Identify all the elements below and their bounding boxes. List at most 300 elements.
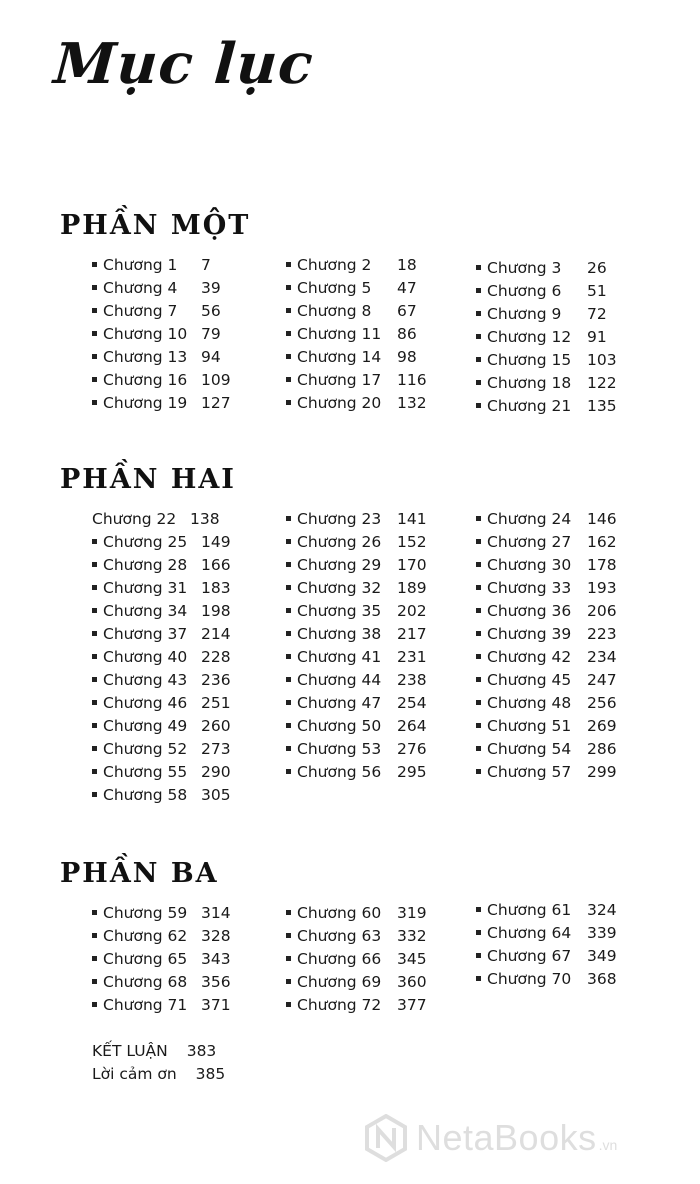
toc-entry-label: Chương 66 <box>297 950 382 968</box>
toc-entry-label: Chương 70 <box>487 970 572 988</box>
toc-entry-page: 56 <box>201 302 221 320</box>
toc-entry-page: 7 <box>201 256 211 274</box>
toc-entry-page: 251 <box>201 694 231 712</box>
toc-entry-page: 269 <box>587 717 617 735</box>
toc-entry-page: 141 <box>397 510 427 528</box>
bullet-icon <box>476 539 481 544</box>
bullet-icon <box>476 562 481 567</box>
toc-entry <box>476 646 617 669</box>
part-3-column-1 <box>92 902 231 1017</box>
toc-entry <box>476 303 617 326</box>
toc-entry <box>92 784 231 807</box>
toc-entry-page: 217 <box>397 625 427 643</box>
toc-entry-label: Chương 14 <box>297 348 382 366</box>
toc-entry-label: Chương 2 <box>297 256 372 274</box>
bullet-icon <box>476 357 481 362</box>
bullet-icon <box>476 380 481 385</box>
toc-entry-page: 295 <box>397 763 427 781</box>
bullet-icon <box>286 539 291 544</box>
toc-entry-page: 343 <box>201 950 231 968</box>
back-matter-label: Lời cảm ơn <box>92 1065 177 1083</box>
toc-entry <box>92 254 231 277</box>
toc-entry-label: Chương 35 <box>297 602 382 620</box>
toc-entry-label: Chương 72 <box>297 996 382 1014</box>
bullet-icon <box>92 400 97 405</box>
toc-entry-label: Chương 27 <box>487 533 572 551</box>
toc-entry <box>92 277 231 300</box>
toc-entry-page: 67 <box>397 302 417 320</box>
toc-entry-page: 189 <box>397 579 427 597</box>
toc-entry-label: Chương 21 <box>487 397 572 415</box>
toc-entry-label: Chương 55 <box>103 763 188 781</box>
toc-entry-page: 356 <box>201 973 231 991</box>
toc-entry-page: 135 <box>587 397 617 415</box>
toc-entry <box>92 902 231 925</box>
toc-entry <box>476 372 617 395</box>
toc-entry <box>92 577 231 600</box>
part-1-column-1 <box>92 254 231 415</box>
toc-entry <box>286 600 427 623</box>
toc-entry <box>92 508 231 531</box>
toc-entry-label: Chương 1 <box>103 256 178 274</box>
toc-entry-page: 368 <box>587 970 617 988</box>
toc-entry <box>92 646 231 669</box>
toc-entry-label: Chương 18 <box>487 374 572 392</box>
back-matter-page: 385 <box>195 1065 226 1083</box>
watermark-brand: NetaBooks <box>416 1117 597 1158</box>
toc-entry-label: Chương 52 <box>103 740 188 758</box>
bullet-icon <box>286 677 291 682</box>
toc-entry <box>92 623 231 646</box>
toc-entry-page: 183 <box>201 579 231 597</box>
toc-entry <box>286 971 427 994</box>
toc-entry <box>92 715 231 738</box>
bullet-icon <box>286 308 291 313</box>
toc-entry-page: 193 <box>587 579 617 597</box>
toc-entry-page: 260 <box>201 717 231 735</box>
toc-entry-label: Chương 39 <box>487 625 572 643</box>
toc-entry <box>92 554 231 577</box>
toc-entry <box>286 902 427 925</box>
toc-entry-label: Chương 8 <box>297 302 372 320</box>
bullet-icon <box>476 403 481 408</box>
toc-entry <box>286 277 427 300</box>
bullet-icon <box>286 910 291 915</box>
toc-entry <box>476 508 617 531</box>
bullet-icon <box>286 562 291 567</box>
toc-entry-label: Chương 51 <box>487 717 572 735</box>
bullet-icon <box>476 769 481 774</box>
toc-entry <box>476 715 617 738</box>
bullet-icon <box>286 331 291 336</box>
toc-entry-label: Chương 32 <box>297 579 382 597</box>
toc-entry-label: Chương 68 <box>103 973 188 991</box>
toc-entry-page: 51 <box>587 282 607 300</box>
toc-entry <box>92 692 231 715</box>
toc-entry-label: Chương 69 <box>297 973 382 991</box>
bullet-icon <box>286 979 291 984</box>
toc-entry-page: 276 <box>397 740 427 758</box>
bullet-icon <box>92 910 97 915</box>
bullet-icon <box>476 288 481 293</box>
watermark-suffix: .vn <box>598 1137 618 1153</box>
bullet-icon <box>92 956 97 961</box>
toc-entry <box>286 346 427 369</box>
bullet-icon <box>92 723 97 728</box>
toc-entry-page: 345 <box>397 950 427 968</box>
toc-entry-label: Chương 46 <box>103 694 188 712</box>
toc-entry <box>476 738 617 761</box>
toc-entry <box>286 623 427 646</box>
toc-entry-page: 273 <box>201 740 231 758</box>
toc-entry-page: 324 <box>587 901 617 919</box>
toc-entry-page: 122 <box>587 374 617 392</box>
back-matter <box>92 1040 225 1086</box>
bullet-icon <box>92 331 97 336</box>
bullet-icon <box>476 723 481 728</box>
toc-entry-page: 18 <box>397 256 417 274</box>
bullet-icon <box>92 354 97 359</box>
bullet-icon <box>476 334 481 339</box>
toc-entry <box>476 692 617 715</box>
toc-entry <box>92 669 231 692</box>
toc-entry <box>92 994 231 1017</box>
toc-entry-label: Chương 30 <box>487 556 572 574</box>
bullet-icon <box>286 933 291 938</box>
bullet-icon <box>476 516 481 521</box>
bullet-icon <box>476 311 481 316</box>
toc-entry-label: Chương 53 <box>297 740 382 758</box>
toc-entry-label: Chương 17 <box>297 371 382 389</box>
bullet-icon <box>476 746 481 751</box>
toc-entry <box>476 326 617 349</box>
bullet-icon <box>286 1002 291 1007</box>
toc-entry <box>286 531 427 554</box>
toc-entry-label: Chương 38 <box>297 625 382 643</box>
toc-entry-page: 328 <box>201 927 231 945</box>
toc-entry <box>286 669 427 692</box>
toc-entry-label: Chương 40 <box>103 648 188 666</box>
part-3-column-2 <box>286 902 427 1017</box>
toc-entry-page: 152 <box>397 533 427 551</box>
bullet-icon <box>286 354 291 359</box>
toc-entry-page: 238 <box>397 671 427 689</box>
toc-entry-label: Chương 37 <box>103 625 188 643</box>
toc-entry-page: 339 <box>587 924 617 942</box>
toc-entry <box>92 531 231 554</box>
toc-entry <box>476 531 617 554</box>
toc-entry <box>476 761 617 784</box>
toc-entry-label: Chương 16 <box>103 371 188 389</box>
toc-entry-label: Chương 26 <box>297 533 382 551</box>
toc-entry <box>476 577 617 600</box>
toc-entry <box>286 948 427 971</box>
toc-entry-page: 170 <box>397 556 427 574</box>
bullet-icon <box>92 608 97 613</box>
bullet-icon <box>476 585 481 590</box>
toc-entry-page: 360 <box>397 973 427 991</box>
toc-entry-label: Chương 6 <box>487 282 562 300</box>
bullet-icon <box>476 677 481 682</box>
toc-entry <box>286 508 427 531</box>
bullet-icon <box>286 262 291 267</box>
toc-entry-page: 47 <box>397 279 417 297</box>
part-1-column-3 <box>476 257 617 418</box>
toc-entry <box>476 945 617 968</box>
bullet-icon <box>286 654 291 659</box>
bullet-icon <box>92 792 97 797</box>
toc-entry-label: Chương 36 <box>487 602 572 620</box>
toc-entry-label: Chương 50 <box>297 717 382 735</box>
toc-entry <box>286 392 427 415</box>
toc-entry <box>92 761 231 784</box>
bullet-icon <box>92 654 97 659</box>
toc-entry-label: Chương 24 <box>487 510 572 528</box>
toc-entry <box>92 392 231 415</box>
toc-entry-label: Chương 57 <box>487 763 572 781</box>
toc-entry-page: 254 <box>397 694 427 712</box>
bullet-icon <box>476 930 481 935</box>
bullet-icon <box>286 956 291 961</box>
toc-entry-page: 116 <box>397 371 427 389</box>
toc-entry <box>286 738 427 761</box>
part-2-column-3 <box>476 508 617 784</box>
bullet-icon <box>286 631 291 636</box>
bullet-icon <box>92 631 97 636</box>
toc-entry-label: Chương 65 <box>103 950 188 968</box>
toc-entry-page: 314 <box>201 904 231 922</box>
toc-entry-label: Chương 13 <box>103 348 188 366</box>
toc-entry-label: Chương 25 <box>103 533 188 551</box>
toc-entry <box>92 300 231 323</box>
toc-entry-page: 98 <box>397 348 417 366</box>
part-heading-2: PHẦN HAI <box>60 464 236 495</box>
toc-entry-label: Chương 4 <box>103 279 178 297</box>
bullet-icon <box>476 953 481 958</box>
toc-entry-page: 286 <box>587 740 617 758</box>
toc-entry <box>286 925 427 948</box>
toc-entry <box>476 968 617 991</box>
bullet-icon <box>286 377 291 382</box>
bullet-icon <box>476 631 481 636</box>
part-1-column-2 <box>286 254 427 415</box>
toc-entry-label: Chương 64 <box>487 924 572 942</box>
toc-entry-label: Chương 31 <box>103 579 188 597</box>
toc-entry <box>92 323 231 346</box>
toc-entry <box>92 925 231 948</box>
toc-entry <box>476 395 617 418</box>
part-3-column-3 <box>476 899 617 991</box>
back-matter-item <box>92 1040 225 1063</box>
toc-entry-page: 162 <box>587 533 617 551</box>
toc-entry-label: Chương 23 <box>297 510 382 528</box>
toc-entry <box>476 623 617 646</box>
bullet-icon <box>92 262 97 267</box>
toc-entry-label: Chương 5 <box>297 279 372 297</box>
toc-entry-label: Chương 71 <box>103 996 188 1014</box>
toc-entry-label: Chương 60 <box>297 904 382 922</box>
toc-entry <box>286 254 427 277</box>
toc-entry-page: 103 <box>587 351 617 369</box>
toc-entry-page: 94 <box>201 348 221 366</box>
toc-entry <box>92 738 231 761</box>
toc-entry-label: Chương 45 <box>487 671 572 689</box>
bullet-icon <box>92 769 97 774</box>
toc-entry-label: Chương 61 <box>487 901 572 919</box>
toc-entry <box>476 349 617 372</box>
bullet-icon <box>286 746 291 751</box>
toc-entry-page: 198 <box>201 602 231 620</box>
back-matter-label: KẾT LUẬN <box>92 1042 168 1060</box>
toc-entry <box>92 369 231 392</box>
toc-entry-page: 247 <box>587 671 617 689</box>
toc-entry <box>476 600 617 623</box>
bullet-icon <box>92 285 97 290</box>
bullet-icon <box>286 700 291 705</box>
toc-entry-page: 236 <box>201 671 231 689</box>
toc-entry <box>476 280 617 303</box>
watermark <box>364 1110 694 1166</box>
toc-entry-page: 349 <box>587 947 617 965</box>
toc-entry-page: 223 <box>587 625 617 643</box>
toc-entry <box>286 577 427 600</box>
toc-entry <box>286 554 427 577</box>
toc-entry-label: Chương 58 <box>103 786 188 804</box>
bullet-icon <box>92 585 97 590</box>
toc-entry-page: 371 <box>201 996 231 1014</box>
toc-entry-page: 138 <box>190 510 220 528</box>
toc-entry <box>286 692 427 715</box>
bullet-icon <box>476 976 481 981</box>
toc-entry-label: Chương 34 <box>103 602 188 620</box>
back-matter-page: 383 <box>186 1042 217 1060</box>
toc-entry <box>286 300 427 323</box>
bullet-icon <box>286 400 291 405</box>
toc-entry-page: 146 <box>587 510 617 528</box>
toc-entry-label: Chương 9 <box>487 305 562 323</box>
bullet-icon <box>92 933 97 938</box>
toc-entry-page: 256 <box>587 694 617 712</box>
toc-entry-label: Chương 41 <box>297 648 382 666</box>
toc-entry-page: 305 <box>201 786 231 804</box>
toc-entry-label: Chương 20 <box>297 394 382 412</box>
toc-entry-label: Chương 59 <box>103 904 188 922</box>
bullet-icon <box>476 608 481 613</box>
toc-entry-page: 178 <box>587 556 617 574</box>
toc-entry-page: 231 <box>397 648 427 666</box>
toc-entry <box>476 899 617 922</box>
back-matter-item <box>92 1063 225 1086</box>
bullet-icon <box>92 677 97 682</box>
toc-entry <box>92 948 231 971</box>
toc-entry-page: 228 <box>201 648 231 666</box>
toc-entry-page: 127 <box>201 394 231 412</box>
bullet-icon <box>92 979 97 984</box>
toc-entry-label: Chương 48 <box>487 694 572 712</box>
toc-entry <box>286 715 427 738</box>
toc-entry <box>286 761 427 784</box>
toc-entry-page: 109 <box>201 371 231 389</box>
bullet-icon <box>476 654 481 659</box>
toc-entry <box>92 346 231 369</box>
toc-entry-page: 91 <box>587 328 607 346</box>
toc-entry-page: 214 <box>201 625 231 643</box>
toc-entry-label: Chương 43 <box>103 671 188 689</box>
toc-entry <box>286 323 427 346</box>
toc-entry-page: 72 <box>587 305 607 323</box>
bullet-icon <box>286 608 291 613</box>
toc-entry-page: 132 <box>397 394 427 412</box>
bullet-icon <box>92 562 97 567</box>
toc-entry-page: 332 <box>397 927 427 945</box>
bullet-icon <box>286 285 291 290</box>
toc-entry-label: Chương 22 <box>92 510 177 528</box>
toc-entry <box>476 554 617 577</box>
toc-entry-label: Chương 28 <box>103 556 188 574</box>
bullet-icon <box>92 377 97 382</box>
toc-entry-label: Chương 15 <box>487 351 572 369</box>
toc-entry-label: Chương 33 <box>487 579 572 597</box>
toc-entry-page: 377 <box>397 996 427 1014</box>
toc-entry <box>92 600 231 623</box>
toc-entry-label: Chương 7 <box>103 302 178 320</box>
bullet-icon <box>476 907 481 912</box>
bullet-icon <box>286 585 291 590</box>
toc-entry-page: 149 <box>201 533 231 551</box>
bullet-icon <box>92 308 97 313</box>
part-heading-3: PHẦN BA <box>60 858 219 889</box>
toc-entry-page: 166 <box>201 556 231 574</box>
bullet-icon <box>286 769 291 774</box>
toc-entry-label: Chương 10 <box>103 325 188 343</box>
toc-entry <box>286 994 427 1017</box>
toc-entry-page: 299 <box>587 763 617 781</box>
toc-entry <box>286 369 427 392</box>
toc-entry-label: Chương 63 <box>297 927 382 945</box>
bullet-icon <box>92 1002 97 1007</box>
bullet-icon <box>92 746 97 751</box>
part-2-column-2 <box>286 508 427 784</box>
toc-entry-page: 202 <box>397 602 427 620</box>
toc-entry-label: Chương 29 <box>297 556 382 574</box>
toc-entry-label: Chương 44 <box>297 671 382 689</box>
toc-entry <box>476 669 617 692</box>
toc-entry <box>92 971 231 994</box>
toc-entry-label: Chương 67 <box>487 947 572 965</box>
toc-entry-page: 39 <box>201 279 221 297</box>
toc-entry-page: 234 <box>587 648 617 666</box>
toc-entry-label: Chương 54 <box>487 740 572 758</box>
toc-entry-page: 206 <box>587 602 617 620</box>
bullet-icon <box>286 516 291 521</box>
toc-entry-label: Chương 11 <box>297 325 382 343</box>
toc-entry-page: 319 <box>397 904 427 922</box>
toc-entry-label: Chương 12 <box>487 328 572 346</box>
bullet-icon <box>476 700 481 705</box>
toc-entry-label: Chương 42 <box>487 648 572 666</box>
bullet-icon <box>92 539 97 544</box>
toc-entry-label: Chương 62 <box>103 927 188 945</box>
toc-entry-label: Chương 47 <box>297 694 382 712</box>
toc-entry-label: Chương 19 <box>103 394 188 412</box>
toc-entry-label: Chương 49 <box>103 717 188 735</box>
toc-entry <box>476 257 617 280</box>
toc-entry-page: 86 <box>397 325 417 343</box>
toc-entry <box>286 646 427 669</box>
toc-entry-label: Chương 56 <box>297 763 382 781</box>
toc-entry-page: 26 <box>587 259 607 277</box>
netabooks-logo-icon <box>364 1114 408 1162</box>
